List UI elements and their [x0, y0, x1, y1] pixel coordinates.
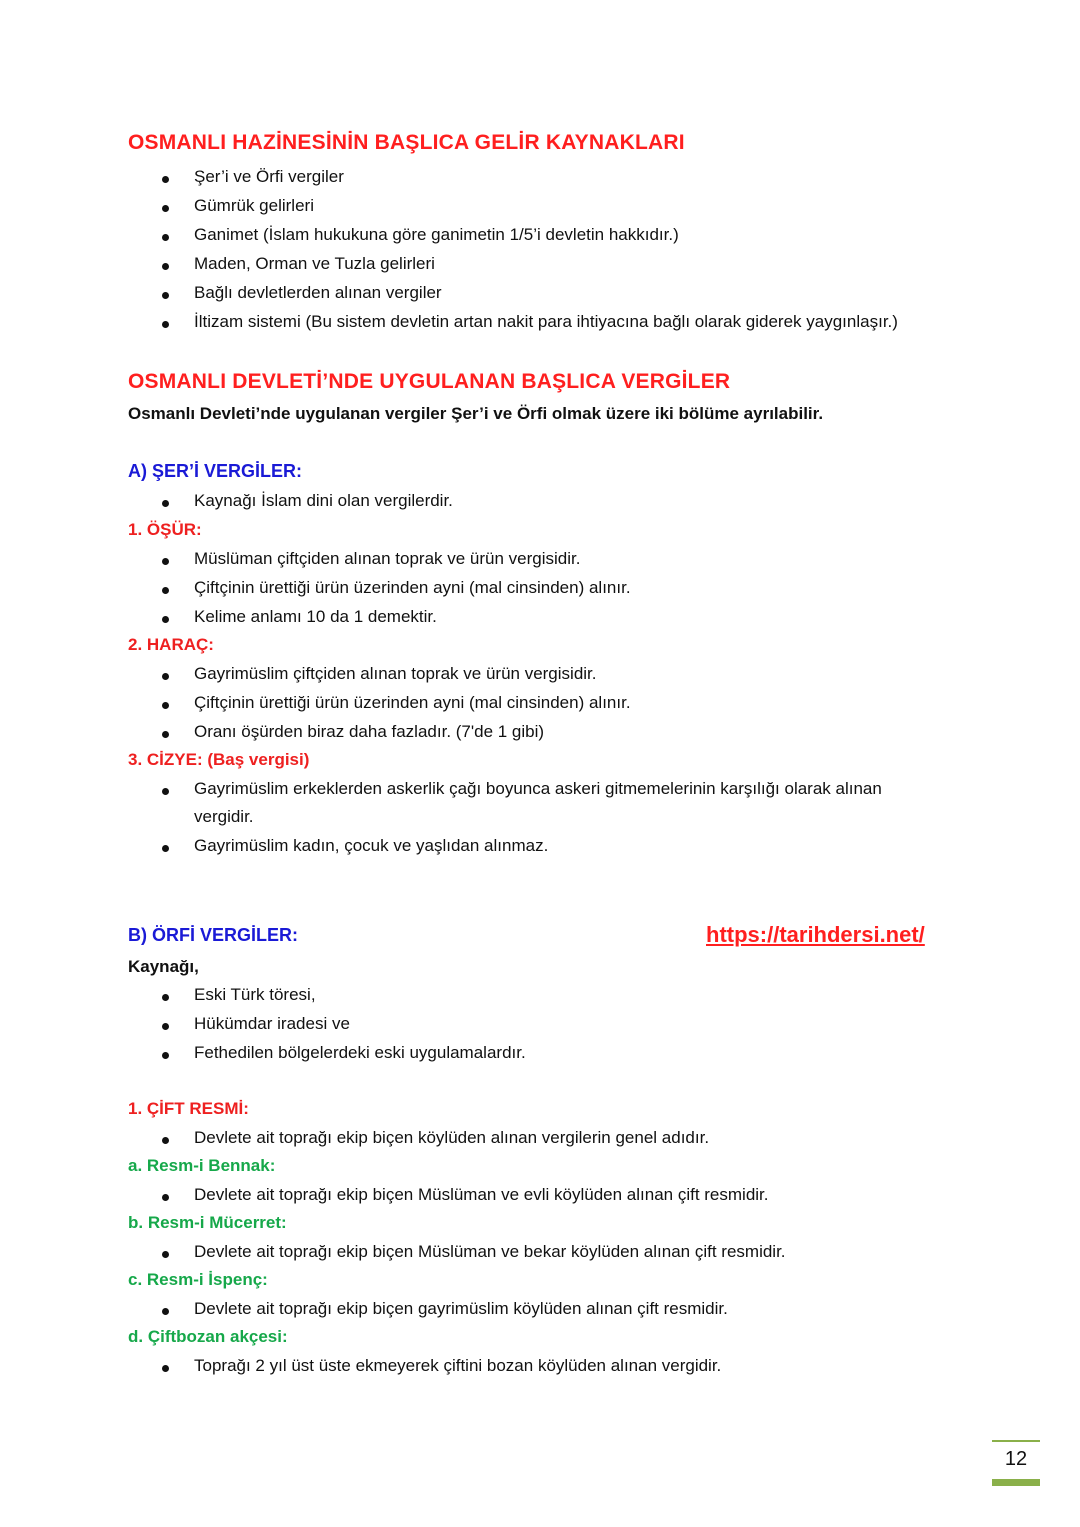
list-item: Eski Türk töresi,: [194, 985, 316, 1004]
subtax-title: d. Çiftbozan akçesi:: [128, 1327, 288, 1346]
website-link[interactable]: https://tarihdersi.net/: [706, 922, 925, 947]
list-item: Gayrimüslim çiftçiden alınan toprak ve ürün vergisidir.: [194, 664, 597, 683]
bullet-icon: [162, 234, 169, 241]
subtax-title: a. Resm-i Bennak:: [128, 1156, 276, 1175]
section-intro: Osmanlı Devleti’nde uygulanan vergiler Şer’i ve Örfi olmak üzere iki bölüme ayrılabilir.: [128, 404, 824, 423]
bullet-icon: [162, 616, 169, 623]
source-label: Kaynağı,: [128, 957, 199, 976]
bullet-icon: [162, 994, 169, 1001]
subtax-title: b. Resm-i Mücerret:: [128, 1213, 287, 1232]
list-item: Gümrük gelirleri: [194, 196, 314, 215]
list-item-continuation: vergidir.: [194, 807, 254, 826]
bullet-icon: [162, 1137, 169, 1144]
tax-title-osur: 1. ÖŞÜR:: [128, 520, 202, 539]
bullet-icon: [162, 1052, 169, 1059]
list-item: Kelime anlamı 10 da 1 demektir.: [194, 607, 437, 626]
bullet-icon: [162, 673, 169, 680]
bullet-icon: [162, 558, 169, 565]
list-item: Maden, Orman ve Tuzla gelirleri: [194, 254, 435, 273]
list-item: Kaynağı İslam dini olan vergilerdir.: [194, 491, 453, 510]
bullet-icon: [162, 1194, 169, 1201]
list-item: Gayrimüslim erkeklerden askerlik çağı boyunca askeri gitmemelerinin karşılığı olarak alınan: [194, 779, 882, 798]
tax-title-cizye: 3. CİZYE: (Baş vergisi): [128, 750, 310, 769]
bullet-icon: [162, 587, 169, 594]
bullet-icon: [162, 788, 169, 795]
bullet-icon: [162, 1023, 169, 1030]
bullet-icon: [162, 845, 169, 852]
list-item: Devlete ait toprağı ekip biçen Müslüman ve evli köylüden alınan çift resmidir.: [194, 1185, 769, 1204]
list-item: Müslüman çiftçiden alınan toprak ve ürün vergisidir.: [194, 549, 581, 568]
list-item: Çiftçinin ürettiği ürün üzerinden ayni (mal cinsinden) alınır.: [194, 578, 631, 597]
list-item: Şer’i ve Örfi vergiler: [194, 167, 344, 186]
bullet-icon: [162, 702, 169, 709]
bullet-icon: [162, 176, 169, 183]
bullet-icon: [162, 263, 169, 270]
bullet-icon: [162, 205, 169, 212]
section-title-revenue-sources: OSMANLI HAZİNESİNİN BAŞLICA GELİR KAYNAKLARI: [128, 131, 685, 154]
subsection-title-orfi: B) ÖRFİ VERGİLER:: [128, 925, 298, 945]
list-item: Gayrimüslim kadın, çocuk ve yaşlıdan alınmaz.: [194, 836, 549, 855]
bullet-icon: [162, 1308, 169, 1315]
list-item: Bağlı devletlerden alınan vergiler: [194, 283, 442, 302]
section-title-main-taxes: OSMANLI DEVLETİ’NDE UYGULANAN BAŞLICA VERGİLER: [128, 370, 731, 393]
list-item: Hükümdar iradesi ve: [194, 1014, 350, 1033]
list-item: Fethedilen bölgelerdeki eski uygulamalardır.: [194, 1043, 526, 1062]
bullet-icon: [162, 1365, 169, 1372]
bullet-icon: [162, 321, 169, 328]
tax-title-harac: 2. HARAÇ:: [128, 635, 214, 654]
list-item: Çiftçinin ürettiği ürün üzerinden ayni (mal cinsinden) alınır.: [194, 693, 631, 712]
list-item: Oranı öşürden biraz daha fazladır. (7'de 1 gibi): [194, 722, 545, 741]
page-number-rule-bottom: [992, 1479, 1040, 1486]
bullet-icon: [162, 1251, 169, 1258]
subsection-title-seri: A) ŞER’İ VERGİLER:: [128, 461, 303, 481]
subtax-title: c. Resm-i İspenç:: [128, 1270, 268, 1289]
page-number: 12: [1004, 1448, 1028, 1470]
list-item: Devlete ait toprağı ekip biçen Müslüman ve bekar köylüden alınan çift resmidir.: [194, 1242, 786, 1261]
tax-title-cift-resmi: 1. ÇİFT RESMİ:: [128, 1099, 249, 1118]
bullet-icon: [162, 731, 169, 738]
list-item: Ganimet (İslam hukukuna göre ganimetin 1/5’i devletin hakkıdır.): [194, 225, 679, 244]
page-number-box: [992, 1440, 1040, 1486]
list-item: Devlete ait toprağı ekip biçen köylüden alınan vergilerin genel adıdır.: [194, 1128, 710, 1147]
list-item: İltizam sistemi (Bu sistem devletin artan nakit para ihtiyacına bağlı olarak giderek yaygınlaşır.): [194, 312, 898, 331]
page-number-rule-top: [992, 1440, 1040, 1442]
list-item: Devlete ait toprağı ekip biçen gayrimüslim köylüden alınan çift resmidir.: [194, 1299, 728, 1318]
list-item: Toprağı 2 yıl üst üste ekmeyerek çiftini bozan köylüden alınan vergidir.: [194, 1356, 722, 1375]
bullet-icon: [162, 500, 169, 507]
bullet-icon: [162, 292, 169, 299]
